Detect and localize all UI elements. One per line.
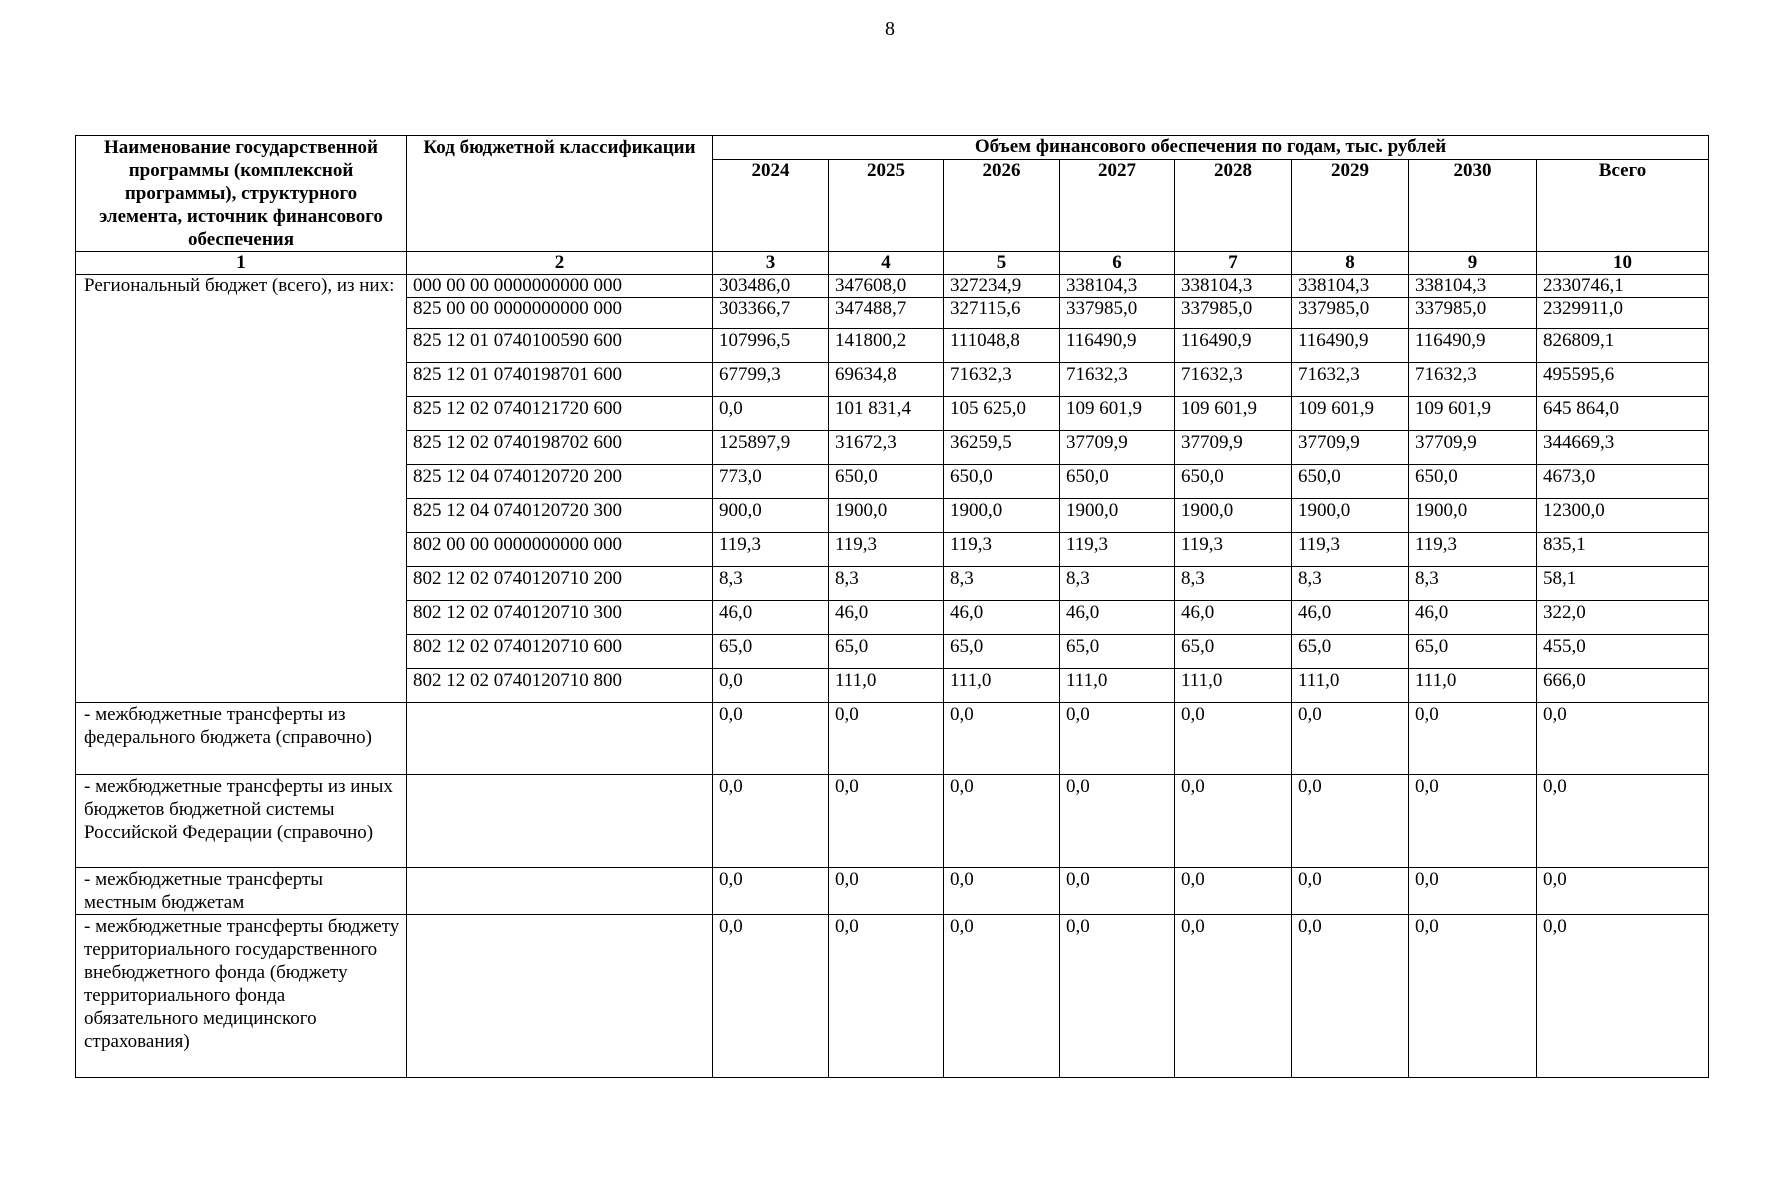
page-number: 8 [885, 18, 895, 40]
value-cell: 0,0 [1409, 775, 1537, 868]
value-cell: 650,0 [1175, 465, 1292, 499]
column-number: 6 [1060, 252, 1175, 275]
value-cell: 0,0 [829, 703, 944, 775]
value-cell: 107996,5 [713, 329, 829, 363]
column-number: 4 [829, 252, 944, 275]
value-cell: 0,0 [713, 703, 829, 775]
value-cell: 109 601,9 [1292, 397, 1409, 431]
value-cell: 0,0 [1292, 868, 1409, 915]
budget-code-cell: 802 12 02 0740120710 800 [407, 669, 713, 703]
column-number: 9 [1409, 252, 1537, 275]
value-cell: 1900,0 [944, 499, 1060, 533]
value-cell: 119,3 [829, 533, 944, 567]
value-cell: 0,0 [713, 397, 829, 431]
value-cell: 650,0 [1292, 465, 1409, 499]
value-cell: 8,3 [829, 567, 944, 601]
budget-code-cell: 825 12 04 0740120720 200 [407, 465, 713, 499]
value-cell: 900,0 [713, 499, 829, 533]
budget-code-cell: 802 12 02 0740120710 300 [407, 601, 713, 635]
header-year: 2025 [829, 159, 944, 251]
column-number: 1 [76, 252, 407, 275]
value-cell: 0,0 [1175, 915, 1292, 1078]
value-cell: 338104,3 [1060, 275, 1175, 298]
value-cell: 46,0 [1175, 601, 1292, 635]
budget-code-cell: 000 00 00 0000000000 000 [407, 275, 713, 298]
value-cell: 0,0 [713, 669, 829, 703]
header-total: Всего [1537, 159, 1709, 251]
total-cell: 0,0 [1537, 915, 1709, 1078]
budget-code-cell: 825 00 00 0000000000 000 [407, 298, 713, 329]
value-cell: 347488,7 [829, 298, 944, 329]
value-cell: 109 601,9 [1175, 397, 1292, 431]
value-cell: 0,0 [1292, 703, 1409, 775]
value-cell: 101 831,4 [829, 397, 944, 431]
total-cell: 58,1 [1537, 567, 1709, 601]
value-cell: 327115,6 [944, 298, 1060, 329]
value-cell: 71632,3 [1175, 363, 1292, 397]
header-volume: Объем финансового обеспечения по годам, тыс. рублей [713, 136, 1709, 160]
value-cell: 0,0 [1060, 775, 1175, 868]
header-year: 2027 [1060, 159, 1175, 251]
budget-code-cell: 825 12 02 0740121720 600 [407, 397, 713, 431]
value-cell: 650,0 [829, 465, 944, 499]
value-cell: 111,0 [1409, 669, 1537, 703]
total-cell: 4673,0 [1537, 465, 1709, 499]
total-cell: 2329911,0 [1537, 298, 1709, 329]
transfer-row [76, 868, 1709, 915]
value-cell: 0,0 [1292, 915, 1409, 1078]
value-cell: 0,0 [829, 868, 944, 915]
total-cell: 495595,6 [1537, 363, 1709, 397]
value-cell: 1900,0 [1060, 499, 1175, 533]
value-cell: 111,0 [944, 669, 1060, 703]
value-cell: 119,3 [1060, 533, 1175, 567]
budget-code-cell [407, 775, 713, 868]
column-number: 7 [1175, 252, 1292, 275]
table-row [76, 275, 1709, 298]
transfer-row [76, 915, 1709, 1078]
header-year: 2030 [1409, 159, 1537, 251]
value-cell: 111,0 [1060, 669, 1175, 703]
value-cell: 71632,3 [1292, 363, 1409, 397]
value-cell: 8,3 [1409, 567, 1537, 601]
column-number: 3 [713, 252, 829, 275]
value-cell: 109 601,9 [1060, 397, 1175, 431]
total-cell: 12300,0 [1537, 499, 1709, 533]
budget-code-cell: 825 12 02 0740198702 600 [407, 431, 713, 465]
transfer-label: - межбюджетные трансферты из иных бюджетов бюджетной системы Российской Федерации (справочно) [76, 775, 407, 868]
value-cell: 105 625,0 [944, 397, 1060, 431]
header-year: 2029 [1292, 159, 1409, 251]
budget-code-cell [407, 703, 713, 775]
value-cell: 8,3 [1060, 567, 1175, 601]
total-cell: 455,0 [1537, 635, 1709, 669]
value-cell: 46,0 [1292, 601, 1409, 635]
value-cell: 111048,8 [944, 329, 1060, 363]
table-header [76, 136, 1709, 275]
value-cell: 65,0 [713, 635, 829, 669]
value-cell: 0,0 [829, 915, 944, 1078]
total-cell: 344669,3 [1537, 431, 1709, 465]
value-cell: 338104,3 [1292, 275, 1409, 298]
value-cell: 71632,3 [944, 363, 1060, 397]
value-cell: 119,3 [713, 533, 829, 567]
column-number: 8 [1292, 252, 1409, 275]
value-cell: 111,0 [1292, 669, 1409, 703]
value-cell: 303366,7 [713, 298, 829, 329]
column-number: 5 [944, 252, 1060, 275]
value-cell: 0,0 [713, 775, 829, 868]
value-cell: 37709,9 [1060, 431, 1175, 465]
value-cell: 65,0 [1060, 635, 1175, 669]
total-cell: 322,0 [1537, 601, 1709, 635]
transfer-row [76, 775, 1709, 868]
transfer-row [76, 703, 1709, 775]
value-cell: 0,0 [1409, 703, 1537, 775]
value-cell: 116490,9 [1292, 329, 1409, 363]
total-cell: 0,0 [1537, 868, 1709, 915]
value-cell: 37709,9 [1292, 431, 1409, 465]
budget-code-cell: 802 12 02 0740120710 200 [407, 567, 713, 601]
total-cell: 835,1 [1537, 533, 1709, 567]
value-cell: 36259,5 [944, 431, 1060, 465]
value-cell: 0,0 [1409, 915, 1537, 1078]
value-cell: 338104,3 [1409, 275, 1537, 298]
total-cell: 2330746,1 [1537, 275, 1709, 298]
value-cell: 65,0 [944, 635, 1060, 669]
value-cell: 46,0 [944, 601, 1060, 635]
value-cell: 650,0 [1060, 465, 1175, 499]
value-cell: 337985,0 [1060, 298, 1175, 329]
value-cell: 1900,0 [1292, 499, 1409, 533]
value-cell: 119,3 [944, 533, 1060, 567]
budget-code-cell: 802 00 00 0000000000 000 [407, 533, 713, 567]
value-cell: 125897,9 [713, 431, 829, 465]
budget-code-cell: 825 12 04 0740120720 300 [407, 499, 713, 533]
value-cell: 119,3 [1409, 533, 1537, 567]
value-cell: 0,0 [713, 868, 829, 915]
value-cell: 111,0 [1175, 669, 1292, 703]
value-cell: 337985,0 [1292, 298, 1409, 329]
transfer-label: - межбюджетные трансферты бюджету территориального государственного внебюджетного фонда (бюджету территориального фонда обязательного медицинского страхования) [76, 915, 407, 1078]
value-cell: 71632,3 [1060, 363, 1175, 397]
value-cell: 650,0 [1409, 465, 1537, 499]
value-cell: 773,0 [713, 465, 829, 499]
value-cell: 0,0 [1175, 775, 1292, 868]
value-cell: 31672,3 [829, 431, 944, 465]
value-cell: 0,0 [1060, 703, 1175, 775]
value-cell: 116490,9 [1409, 329, 1537, 363]
value-cell: 0,0 [944, 915, 1060, 1078]
value-cell: 111,0 [829, 669, 944, 703]
transfer-label: - межбюджетные трансферты местным бюджетам [76, 868, 407, 915]
value-cell: 303486,0 [713, 275, 829, 298]
total-cell: 645 864,0 [1537, 397, 1709, 431]
regional-budget-label: Региональный бюджет (всего), из них: [76, 275, 407, 703]
value-cell: 0,0 [944, 775, 1060, 868]
value-cell: 46,0 [829, 601, 944, 635]
column-number: 10 [1537, 252, 1709, 275]
value-cell: 46,0 [1060, 601, 1175, 635]
total-cell: 0,0 [1537, 703, 1709, 775]
value-cell: 337985,0 [1175, 298, 1292, 329]
header-name: Наименование государственной программы (комплексной программы), структурного элемента, источник финансового обеспечения [76, 136, 407, 252]
value-cell: 1900,0 [1409, 499, 1537, 533]
value-cell: 337985,0 [1409, 298, 1537, 329]
transfer-label: - межбюджетные трансферты из федерального бюджета (справочно) [76, 703, 407, 775]
value-cell: 327234,9 [944, 275, 1060, 298]
table-body [76, 275, 1709, 1078]
header-year: 2026 [944, 159, 1060, 251]
value-cell: 67799,3 [713, 363, 829, 397]
value-cell: 0,0 [1175, 703, 1292, 775]
header-year: 2028 [1175, 159, 1292, 251]
value-cell: 0,0 [1060, 868, 1175, 915]
financing-table [75, 135, 1709, 1078]
value-cell: 65,0 [1409, 635, 1537, 669]
value-cell: 71632,3 [1409, 363, 1537, 397]
value-cell: 65,0 [1292, 635, 1409, 669]
budget-code-cell [407, 915, 713, 1078]
value-cell: 8,3 [713, 567, 829, 601]
value-cell: 119,3 [1175, 533, 1292, 567]
value-cell: 116490,9 [1060, 329, 1175, 363]
value-cell: 650,0 [944, 465, 1060, 499]
value-cell: 347608,0 [829, 275, 944, 298]
value-cell: 37709,9 [1175, 431, 1292, 465]
value-cell: 0,0 [713, 915, 829, 1078]
value-cell: 0,0 [829, 775, 944, 868]
value-cell: 0,0 [1409, 868, 1537, 915]
value-cell: 37709,9 [1409, 431, 1537, 465]
value-cell: 0,0 [1175, 868, 1292, 915]
value-cell: 338104,3 [1175, 275, 1292, 298]
value-cell: 1900,0 [1175, 499, 1292, 533]
column-number: 2 [407, 252, 713, 275]
total-cell: 826809,1 [1537, 329, 1709, 363]
value-cell: 8,3 [1292, 567, 1409, 601]
header-code: Код бюджетной классификации [407, 136, 713, 252]
value-cell: 65,0 [829, 635, 944, 669]
value-cell: 69634,8 [829, 363, 944, 397]
value-cell: 0,0 [944, 868, 1060, 915]
value-cell: 8,3 [944, 567, 1060, 601]
value-cell: 46,0 [1409, 601, 1537, 635]
value-cell: 8,3 [1175, 567, 1292, 601]
budget-code-cell: 825 12 01 0740100590 600 [407, 329, 713, 363]
budget-code-cell: 802 12 02 0740120710 600 [407, 635, 713, 669]
value-cell: 109 601,9 [1409, 397, 1537, 431]
value-cell: 65,0 [1175, 635, 1292, 669]
value-cell: 141800,2 [829, 329, 944, 363]
value-cell: 0,0 [1292, 775, 1409, 868]
budget-code-cell: 825 12 01 0740198701 600 [407, 363, 713, 397]
total-cell: 666,0 [1537, 669, 1709, 703]
value-cell: 1900,0 [829, 499, 944, 533]
budget-code-cell [407, 868, 713, 915]
header-year: 2024 [713, 159, 829, 251]
total-cell: 0,0 [1537, 775, 1709, 868]
value-cell: 116490,9 [1175, 329, 1292, 363]
financing-table-container [75, 135, 1708, 1078]
value-cell: 119,3 [1292, 533, 1409, 567]
value-cell: 0,0 [1060, 915, 1175, 1078]
value-cell: 46,0 [713, 601, 829, 635]
value-cell: 0,0 [944, 703, 1060, 775]
